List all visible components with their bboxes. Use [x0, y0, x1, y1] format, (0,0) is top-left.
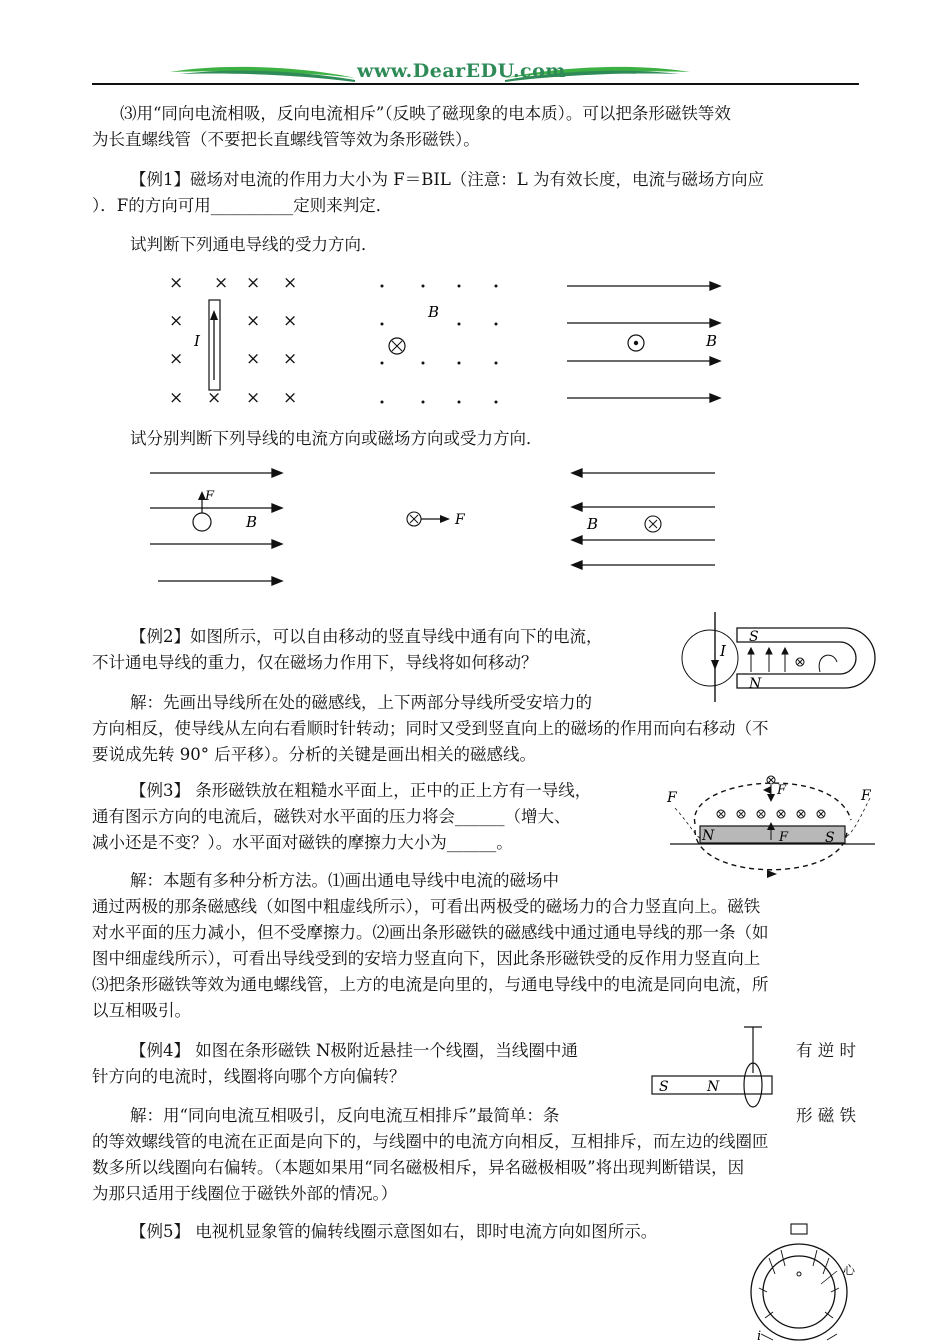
ex1-question1: 试判断下列通电导线的受力方向．	[130, 235, 378, 254]
north-pole-label: N	[749, 676, 762, 692]
ex4-figure-coil-near-magnet	[645, 1025, 775, 1110]
current-label: I	[194, 332, 200, 350]
ex2-solution1: 解：先画出导线所在处的磁感线，上下两部分导线所受安培力的	[130, 693, 592, 712]
ex3-line1: 【例3】 条形磁铁放在粗糙水平面上，正中的正上方有一导线，	[130, 781, 592, 800]
ex1-question2: 试分别判断下列导线的电流方向或磁场方向或受力方向．	[130, 429, 543, 448]
current-down-arrow-icon	[711, 660, 719, 670]
field-label: B	[587, 515, 599, 533]
ex2-solution2: 方向相反，使导线从左向右看顺时针转动；同时又受到竖直向上的磁场的作用而向右移动（不	[92, 719, 769, 738]
ex2-line1: 【例2】如图所示，可以自由移动的竖直导线中通有向下的电流，	[130, 627, 603, 646]
cross-mark: ×	[169, 388, 184, 408]
cross-mark: ×	[169, 349, 184, 369]
ex4-solution3: 数多所以线圈向右偏转。（本题如果用“同名磁极相斥，异名磁极相吸”将出现判断错误，因	[92, 1158, 745, 1177]
south-pole-label: S	[659, 1079, 669, 1095]
ex3-figure-bar-magnet	[665, 768, 880, 883]
coil-ring-outer	[751, 1244, 847, 1340]
current-up-arrow-icon	[210, 310, 218, 320]
cross-mark: ×	[283, 388, 298, 408]
header-site-url[interactable]: www.DearEDU.com	[357, 60, 566, 82]
ex3-solution6: 以互相吸引。	[92, 1001, 191, 1020]
ex5-figure-deflection-coil	[745, 1222, 875, 1344]
ex2-figure-horseshoe-magnet	[675, 610, 885, 705]
field-lines-right	[150, 469, 282, 585]
ex4-solution1-left: 解：用“同向电流互相吸引，反向电流互相排斥”最简单：条	[130, 1106, 560, 1125]
south-pole-label: S	[749, 629, 759, 645]
cross-mark: ×	[246, 349, 261, 369]
ex5-line1: 【例5】 电视机显象管的偏转线圈示意图如右，即时电流方向如图所示。	[130, 1222, 658, 1241]
ex4-solution2: 的等效螺线管的电流在正面是向下的，与线圈中的电流方向相反，互相排斥，而左边的线圈匝	[92, 1132, 769, 1151]
field-label: B	[246, 513, 258, 531]
ex4-line1-right: 有 逆 时	[796, 1041, 856, 1060]
ex3-line2: 通有图示方向的电流后，磁铁对水平面的压力将会______（增大、	[92, 807, 571, 826]
cross-mark: ×	[207, 388, 222, 408]
cross-mark: ×	[283, 349, 298, 369]
cross-mark: ×	[283, 273, 298, 293]
force-label: F	[861, 788, 871, 804]
ex1-figure-row2	[150, 460, 750, 590]
field-label: B	[706, 332, 718, 350]
ex2-line2: 不计通电导线的重力，仅在磁场力作用下，导线将如何移动？	[92, 653, 538, 672]
ex4-solution4: 为那只适用于线圈位于磁铁外部的情况。）	[92, 1184, 398, 1203]
ex1-figure-row1	[150, 262, 750, 412]
ex1-line2: ）．F的方向可用__________定则来判定．	[92, 196, 393, 215]
ex4-line1-left: 【例4】 如图在条形磁铁 N极附近悬挂一个线圈，当线圈中通	[130, 1041, 578, 1060]
center-label: 心	[843, 1263, 856, 1277]
force-label: F	[205, 489, 215, 504]
para3-line1: ⑶用“同向电流相吸，反向电流相斥”（反映了磁现象的电本质）。可以把条形磁铁等效	[120, 104, 731, 123]
south-pole-label: S	[825, 830, 835, 846]
cross-mark: ×	[246, 388, 261, 408]
cross-field-grid	[169, 273, 297, 408]
ex1-line1: 【例1】磁场对电流的作用力大小为 F＝BIL（注意：L 为有效长度，电流与磁场方向应	[130, 170, 764, 189]
ex4-solution1-right: 形 磁 铁	[796, 1106, 856, 1125]
cross-mark: ×	[246, 311, 261, 331]
wire-cross-section	[193, 513, 211, 531]
ex3-solution2: 通过两极的那条磁感线（如图中粗虚线所示），可看出两极受的磁场力的合力竖直向上。磁铁	[92, 897, 761, 916]
force-label: F	[667, 790, 677, 806]
force-label: F	[777, 783, 787, 798]
ex3-solution3: 对水平面的压力减小，但不受摩擦力。⑵画出条形磁铁的磁感线中通过通电导线的那一条（如	[92, 923, 769, 942]
ex3-solution4: 图中细虚线所示），可看出导线受到的安培力竖直向下，因此条形磁铁受的反作用力竖直向上	[92, 949, 761, 968]
force-label: F	[779, 830, 789, 845]
current-label: i	[757, 1329, 762, 1344]
ex4-line2: 针方向的电流时，线圈将向哪个方向偏转？	[92, 1067, 406, 1086]
current-label: I	[720, 642, 726, 660]
ex2-solution3: 要说成先转 90° 后平移）。分析的关键是画出相关的磁感线。	[92, 745, 536, 764]
north-pole-label: N	[707, 1079, 720, 1095]
para3-line2: 为长直螺线管（不要把长直螺线管等效为条形磁铁）。	[92, 130, 480, 149]
ex3-solution1: 解：本题有多种分析方法。⑴画出通电导线中电流的磁场中	[130, 871, 559, 890]
field-label: B	[428, 303, 440, 321]
force-label: F	[455, 512, 465, 528]
force-down-arrow-icon	[767, 794, 775, 802]
force-right-arrow-icon	[440, 515, 450, 523]
north-pole-label: N	[702, 828, 715, 844]
ex3-line3: 减小还是不变？）。水平面对磁铁的摩擦力大小为______。	[92, 833, 513, 852]
cross-mark: ×	[169, 273, 184, 293]
header-rule	[92, 83, 859, 85]
cross-mark: ×	[214, 273, 229, 293]
cross-mark: ×	[246, 273, 261, 293]
cross-mark: ×	[169, 311, 184, 331]
cross-mark: ×	[283, 311, 298, 331]
ex3-solution5: ⑶把条形磁铁等效为通电螺线管，上方的电流是向里的，与通电导线中的电流是同向电流，所	[92, 975, 769, 994]
coil-ring-inner	[763, 1256, 835, 1328]
